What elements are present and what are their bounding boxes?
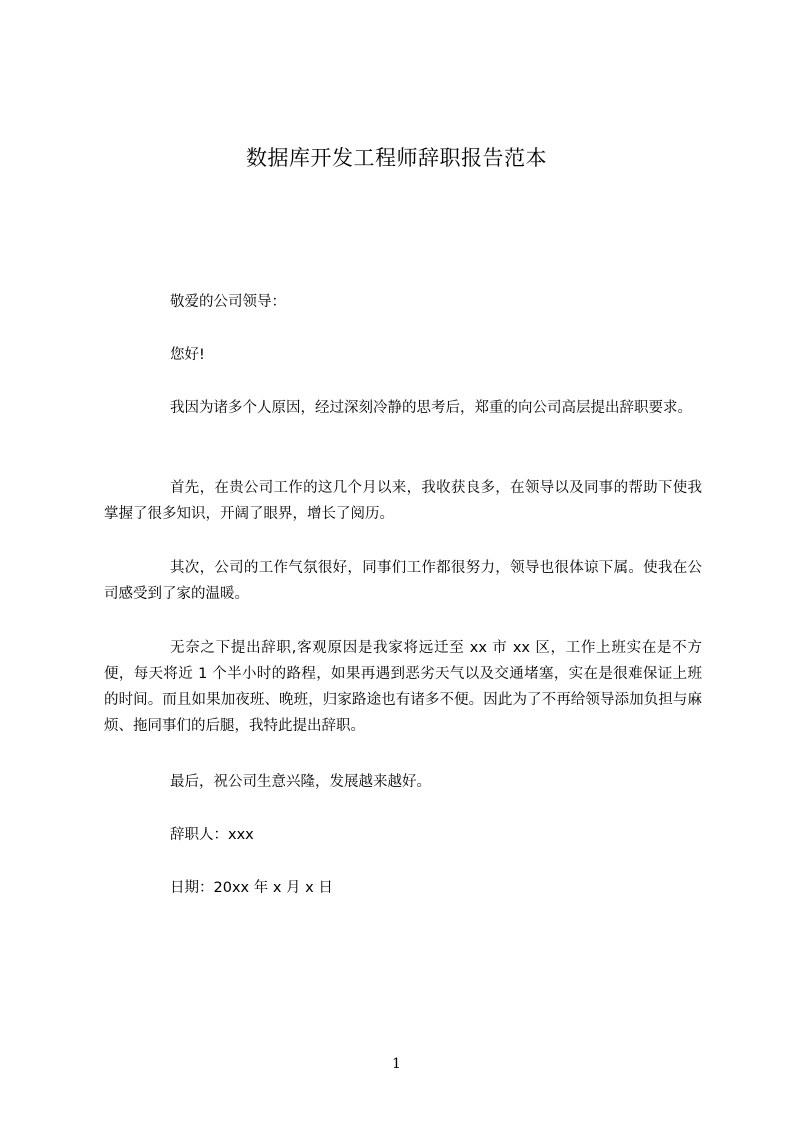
paragraph-gratitude: 首先，在贵公司工作的这几个月以来，我收获良多，在领导以及同事的帮助下使我掌握了很多知识，开阔了眼界，增长了阅历。 (104, 480, 702, 522)
signature: 辞职人：xxx (170, 827, 254, 843)
date-line: 日期：20xx 年 x 月 x 日 (170, 880, 333, 896)
page-number: 1 (392, 1056, 401, 1072)
paragraph-relocation: 无奈之下提出辞职,客观原因是我家将远迁至 xx 市 xx 区，工作上班实在是不方便，每天将近 1 个半小时的路程，如果再遇到恶劣天气以及交通堵塞，实在是很难保证上班的时间。而且如果加夜班、晚班，归家路途也有诸多不便。因此为了不再给领导添加负担与麻烦、拖同事们的后腿，我特此提出辞职。 (104, 640, 702, 734)
paragraph-atmosphere: 其次，公司的工作气氛很好，同事们工作都很努力，领导也很体谅下属。使我在公司感受到了家的温暖。 (104, 560, 702, 602)
paragraph-reason: 我因为诸多个人原因，经过深刻冷静的思考后，郑重的向公司高层提出辞职要求。 (170, 400, 692, 416)
salutation: 敬爱的公司领导： (170, 294, 286, 310)
greeting: 您好! (170, 347, 205, 363)
document-title: 数据库开发工程师辞职报告范本 (246, 146, 547, 170)
paragraph-closing: 最后，祝公司生意兴隆，发展越来越好。 (170, 774, 431, 790)
